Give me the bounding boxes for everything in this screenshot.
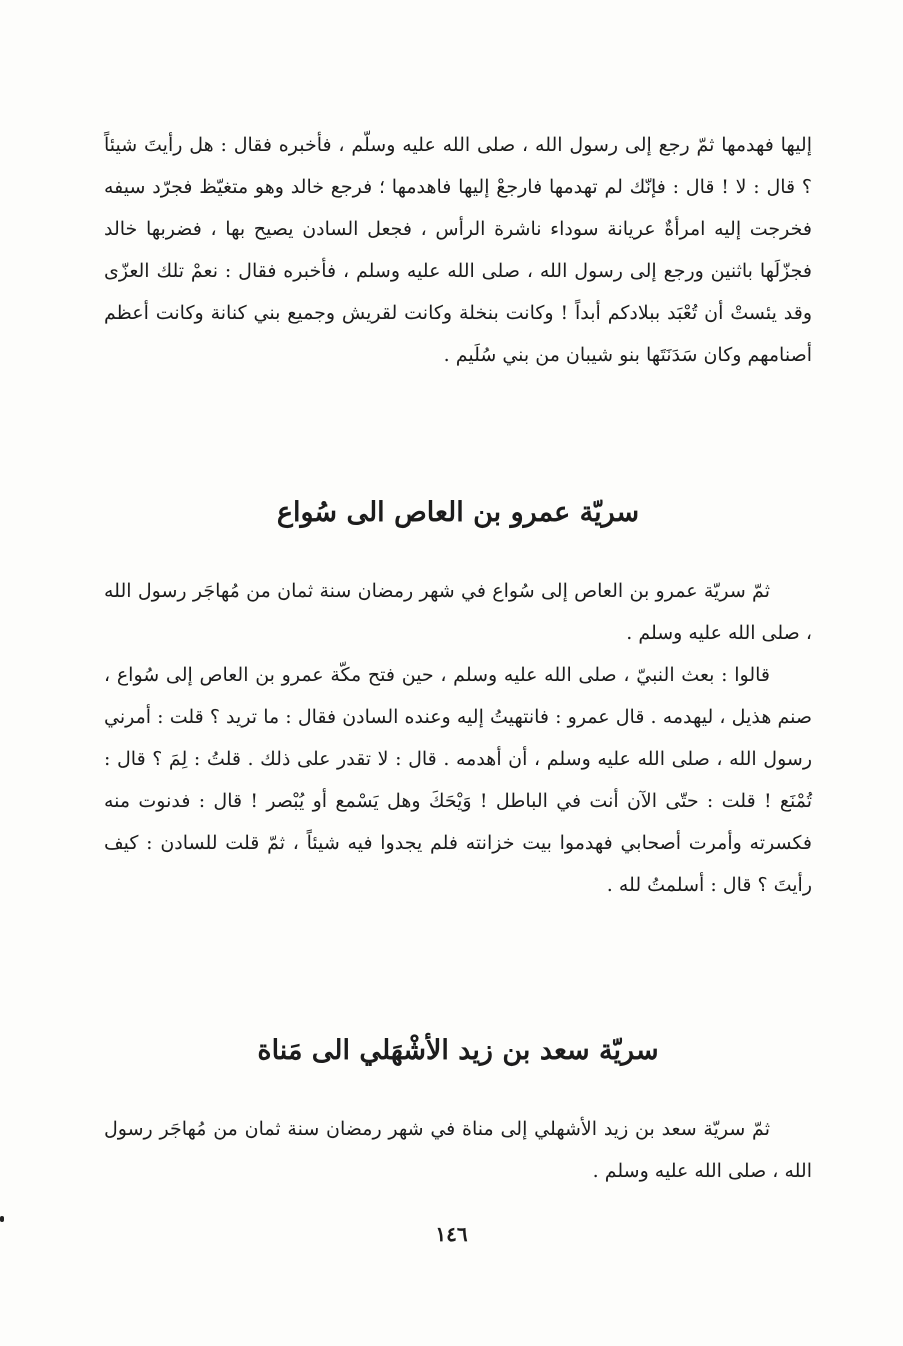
section-heading-amr-ibn-al-as: سريّة عمرو بن العاص الى سُواع xyxy=(276,497,640,528)
scan-mark xyxy=(0,1216,4,1222)
section-heading-saad-ibn-zayd: سريّة سعد بن زيد الأشْهَلي الى مَناة xyxy=(257,1035,659,1066)
section-uzza-text xyxy=(104,124,812,376)
section-suwa-text xyxy=(104,570,812,906)
paragraph: إليها فهدمها ثمّ رجع إلى رسول الله ، صلى الله عليه وسلّم ، فأخبره فقال : هل رأيتَ شيئاً ؟ قال : لا ! قال : فإنّك لم تهدمها فارجعْ إليها فاهدمها ؛ فرجع خالد وهو متغيّظ فجرّد سيفه فخرجت إليه امرأةٌ عريانة سوداء ناشرة الرأس ، فجعل السادن يصيح بها ، فضربها خالد فجزّلَها باثنين ورجع إلى رسول الله ، صلى الله عليه وسلم ، فأخبره فقال : نعمْ تلك العزّى وقد يئستْ أن تُعْبَد ببلادكم أبداً ! وكانت بنخلة وكانت لقريش وجميع بني كنانة وكانت أعظم أصنامهم وكان سَدَنَتَها بنو شيبان من بني سُلَيم . xyxy=(104,134,812,366)
paragraph: ثمّ سريّة سعد بن زيد الأشهلي إلى مناة في شهر رمضان سنة ثمان من مُهاجَر رسول الله ، صلى الله عليه وسلم . xyxy=(104,1118,812,1182)
paragraph: قالوا : بعث النبيّ ، صلى الله عليه وسلم ، حين فتح مكّة عمرو بن العاص إلى سُواع ، صنم هذيل ، ليهدمه . قال عمرو : فانتهيتُ إليه وعنده السادن فقال : ما تريد ؟ قلت : أمرني رسول الله ، صلى الله عليه وسلم ، أن أهدمه . قال : لا تقدر على ذلك . قلتُ : لِمَ ؟ قال : تُمْنَع ! قلت : حتّى الآن أنت في الباطل ! وَيْحَكَ وهل يَسْمع أو يُبْصر ! قال : فدنوت منه فكسرته وأمرت أصحابي فهدموا بيت خزانته فلم يجدوا فيه شيئاً ، ثمّ قلت للسادن : كيف رأيتَ ؟ قال : أسلمتُ لله . xyxy=(104,664,812,896)
paragraph: ثمّ سريّة عمرو بن العاص إلى سُواع في شهر رمضان سنة ثمان من مُهاجَر رسول الله ، صلى الله عليه وسلم . xyxy=(104,580,812,644)
section-manat-text xyxy=(104,1108,812,1192)
page-number: ١٤٦ xyxy=(435,1222,468,1246)
